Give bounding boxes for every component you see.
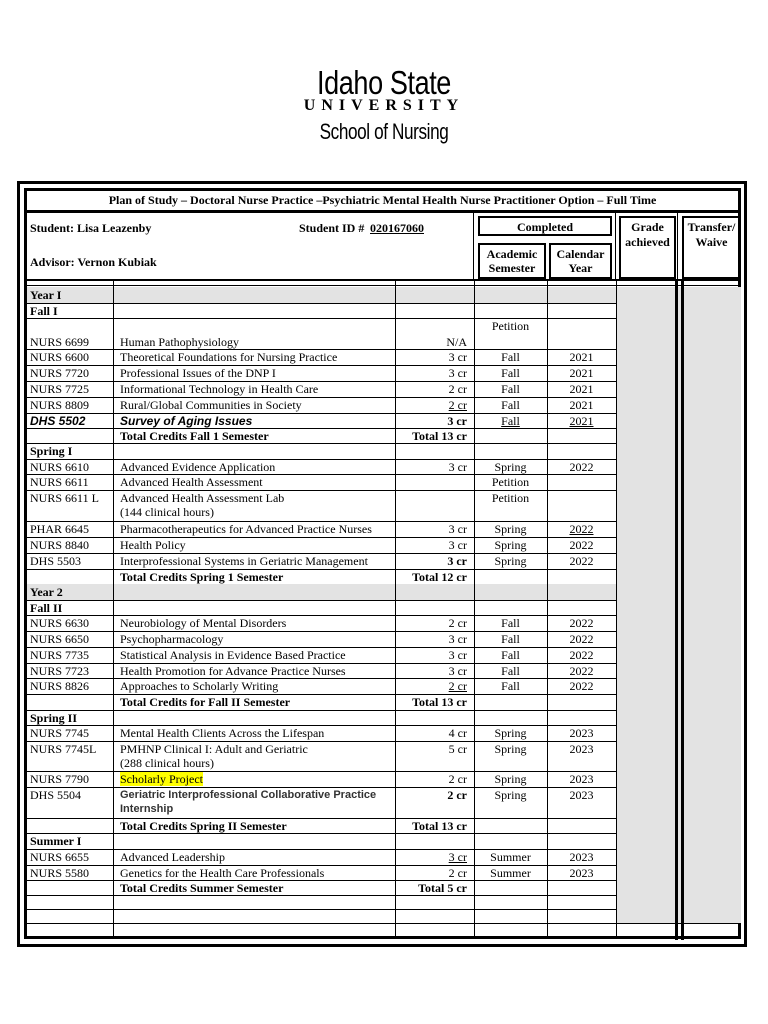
- calendar-year: 2021: [569, 414, 594, 428]
- course-name: Psychopharmacology: [120, 632, 224, 646]
- course-name: Health Promotion for Advance Practice Nurses: [120, 664, 346, 678]
- course-code: NURS 8826: [30, 679, 90, 693]
- academic-semester: Petition: [491, 319, 530, 333]
- calendar-year: 2023: [569, 866, 594, 880]
- course-name: Mental Health Clients Across the Lifespan: [120, 726, 325, 740]
- credits: 2 cr: [448, 772, 467, 786]
- section-heading: Summer I: [30, 834, 82, 848]
- course-name: Informational Technology in Health Care: [120, 382, 319, 396]
- course-code: NURS 6611: [30, 475, 89, 489]
- course-name: Rural/Global Communities in Society: [120, 398, 302, 412]
- calendar-year: 2023: [569, 850, 594, 864]
- course-code: NURS 8840: [30, 538, 90, 552]
- student-name: Student: Lisa Leazenby: [30, 221, 152, 235]
- highlighted-course-name: Scholarly Project: [120, 772, 203, 786]
- course-code: NURS 7725: [30, 382, 90, 396]
- credits: 3 cr: [448, 460, 467, 474]
- section-heading: Year 2: [30, 585, 63, 599]
- course-code: NURS 5580: [30, 866, 90, 880]
- course-code: NURS 6600: [30, 350, 90, 364]
- credits: 4 cr: [448, 726, 467, 740]
- section-heading: Fall II: [30, 601, 63, 615]
- course-name-line2: Internship: [120, 803, 174, 815]
- course-name: Advanced Health Assessment: [120, 475, 263, 489]
- academic-semester: Petition: [491, 475, 530, 489]
- credits: 3 cr: [447, 414, 467, 428]
- academic-semester: Spring: [494, 726, 527, 740]
- academic-semester-header: Academic: [486, 247, 538, 261]
- course-name: Geriatric Interprofessional Collaborative Practice: [120, 789, 377, 801]
- course-name: Theoretical Foundations for Nursing Practice: [120, 350, 338, 364]
- transfer-header: Transfer/: [687, 220, 736, 234]
- course-code: DHS 5502: [30, 414, 86, 428]
- credits: Total 12 cr: [412, 570, 467, 584]
- course-name: Pharmacotherapeutics for Advanced Practice Nurses: [120, 522, 372, 536]
- calendar-year-header: Calendar: [556, 247, 605, 261]
- academic-semester: Fall: [501, 648, 520, 662]
- course-code: NURS 7745L: [30, 742, 97, 756]
- course-name: PMHNP Clinical I: Adult and Geriatric: [120, 742, 308, 756]
- course-code: NURS 7723: [30, 664, 90, 678]
- credits: 3 cr: [448, 366, 467, 380]
- total-credits-label: Total Credits Summer Semester: [120, 881, 284, 895]
- course-name: Interprofessional Systems in Geriatric Management: [120, 554, 368, 568]
- credits: Total 13 cr: [412, 819, 467, 833]
- academic-semester: Fall: [501, 679, 520, 693]
- calendar-year: 2022: [569, 460, 594, 474]
- academic-semester: Fall: [501, 616, 520, 630]
- course-code: NURS 6630: [30, 616, 90, 630]
- course-name: Human Pathophysiology: [120, 335, 239, 349]
- academic-semester: Fall: [501, 366, 520, 380]
- course-name: Advanced Health Assessment Lab: [120, 491, 285, 505]
- logo-school: School of Nursing: [319, 119, 449, 144]
- calendar-year: 2023: [569, 742, 594, 756]
- calendar-year: 2022: [569, 538, 594, 552]
- calendar-year: 2022: [569, 679, 594, 693]
- calendar-year: 2022: [569, 648, 594, 662]
- academic-semester: Fall: [501, 382, 520, 396]
- course-name: Health Policy: [120, 538, 186, 552]
- course-code: PHAR 6645: [30, 522, 90, 536]
- course-name: Neurobiology of Mental Disorders: [120, 616, 287, 630]
- course-name: Statistical Analysis in Evidence Based Practice: [120, 648, 346, 662]
- credits: 2 cr: [448, 616, 467, 630]
- section-heading: Year I: [30, 288, 62, 302]
- completed-header: Completed: [517, 220, 573, 234]
- grade-header: Grade: [631, 220, 664, 234]
- calendar-year: 2022: [569, 664, 594, 678]
- student-id-label: Student ID #: [299, 221, 365, 235]
- course-code: DHS 5504: [30, 788, 82, 802]
- academic-semester: Fall: [501, 664, 520, 678]
- calendar-year: 2021: [569, 382, 594, 396]
- course-name-line2: (288 clinical hours): [120, 756, 214, 770]
- course-code: NURS 6655: [30, 850, 90, 864]
- course-name: Approaches to Scholarly Writing: [120, 679, 279, 693]
- total-credits-label: Total Credits for Fall II Semester: [120, 695, 291, 709]
- course-name: Advanced Leadership: [120, 850, 225, 864]
- total-credits-label: Total Credits Spring II Semester: [120, 819, 287, 833]
- credits: Total 5 cr: [418, 881, 467, 895]
- academic-semester: Spring: [494, 538, 527, 552]
- credits: 3 cr: [448, 648, 467, 662]
- grade-header-2: achieved: [625, 235, 670, 249]
- credits: 2 cr: [448, 679, 467, 693]
- academic-semester: Spring: [494, 460, 527, 474]
- course-code: NURS 6699: [30, 335, 90, 349]
- course-code: NURS 7720: [30, 366, 90, 380]
- credits: 3 cr: [448, 632, 467, 646]
- credits: 2 cr: [448, 866, 467, 880]
- course-code: NURS 7790: [30, 772, 90, 786]
- calendar-year: 2022: [569, 632, 594, 646]
- credits: 3 cr: [448, 350, 467, 364]
- calendar-year: 2021: [569, 398, 594, 412]
- advisor-name: Advisor: Vernon Kubiak: [30, 255, 157, 269]
- academic-semester: Spring: [494, 788, 527, 802]
- academic-semester: Summer: [490, 850, 531, 864]
- credits: 3 cr: [448, 522, 467, 536]
- course-name: [120, 772, 203, 786]
- calendar-year: 2021: [569, 350, 594, 364]
- calendar-year: 2022: [569, 522, 594, 536]
- academic-semester: Summer: [490, 866, 531, 880]
- academic-semester: Fall: [501, 414, 520, 428]
- section-heading: Fall I: [30, 304, 58, 318]
- credits: Total 13 cr: [412, 429, 467, 443]
- transfer-header-2: Waive: [695, 235, 728, 249]
- academic-semester: Spring: [494, 554, 527, 568]
- credits: 3 cr: [448, 538, 467, 552]
- course-code: NURS 7745: [30, 726, 90, 740]
- course-code: NURS 7735: [30, 648, 90, 662]
- credits: 5 cr: [448, 742, 467, 756]
- course-code: NURS 6611 L: [30, 491, 99, 505]
- course-name-line2: (144 clinical hours): [120, 505, 214, 519]
- academic-semester-header-2: Semester: [488, 261, 536, 275]
- student-id: 020167060: [370, 221, 424, 235]
- section-heading: Spring I: [30, 444, 73, 458]
- credits: Total 13 cr: [412, 695, 467, 709]
- calendar-year: 2023: [569, 772, 594, 786]
- course-code: DHS 5503: [30, 554, 82, 568]
- credits: 3 cr: [448, 664, 467, 678]
- academic-semester: Fall: [501, 398, 520, 412]
- credits: N/A: [446, 335, 467, 349]
- logo-title: Idaho State: [317, 64, 451, 101]
- logo-university: UNIVERSITY: [303, 97, 465, 114]
- course-code: NURS 6650: [30, 632, 90, 646]
- total-credits-label: Total Credits Spring 1 Semester: [120, 570, 284, 584]
- total-credits-label: Total Credits Fall 1 Semester: [120, 429, 269, 443]
- calendar-year: 2022: [569, 554, 594, 568]
- academic-semester: Spring: [494, 742, 527, 756]
- section-heading: Spring II: [30, 711, 78, 725]
- calendar-year: 2021: [569, 366, 594, 380]
- credits: 2 cr: [447, 788, 467, 802]
- calendar-year: 2023: [569, 788, 594, 802]
- academic-semester: Spring: [494, 772, 527, 786]
- course-name: Professional Issues of the DNP I: [120, 366, 276, 380]
- course-name: Genetics for the Health Care Professionals: [120, 866, 325, 880]
- credits: 2 cr: [448, 382, 467, 396]
- course-code: NURS 8809: [30, 398, 90, 412]
- credits: 3 cr: [448, 850, 467, 864]
- calendar-year: 2023: [569, 726, 594, 740]
- plan-title: Plan of Study – Doctoral Nurse Practice –Psychiatric Mental Health Nurse Practitioner Option – Full Time: [108, 193, 657, 207]
- academic-semester: Fall: [501, 632, 520, 646]
- academic-semester: Petition: [491, 491, 530, 505]
- course-name: Advanced Evidence Application: [120, 460, 276, 474]
- academic-semester: Spring: [494, 522, 527, 536]
- credits: 3 cr: [447, 554, 467, 568]
- calendar-year: 2022: [569, 616, 594, 630]
- course-name: Survey of Aging Issues: [120, 414, 253, 428]
- academic-semester: Fall: [501, 350, 520, 364]
- calendar-year-header-2: Year: [568, 261, 593, 275]
- course-code: NURS 6610: [30, 460, 90, 474]
- credits: 2 cr: [448, 398, 467, 412]
